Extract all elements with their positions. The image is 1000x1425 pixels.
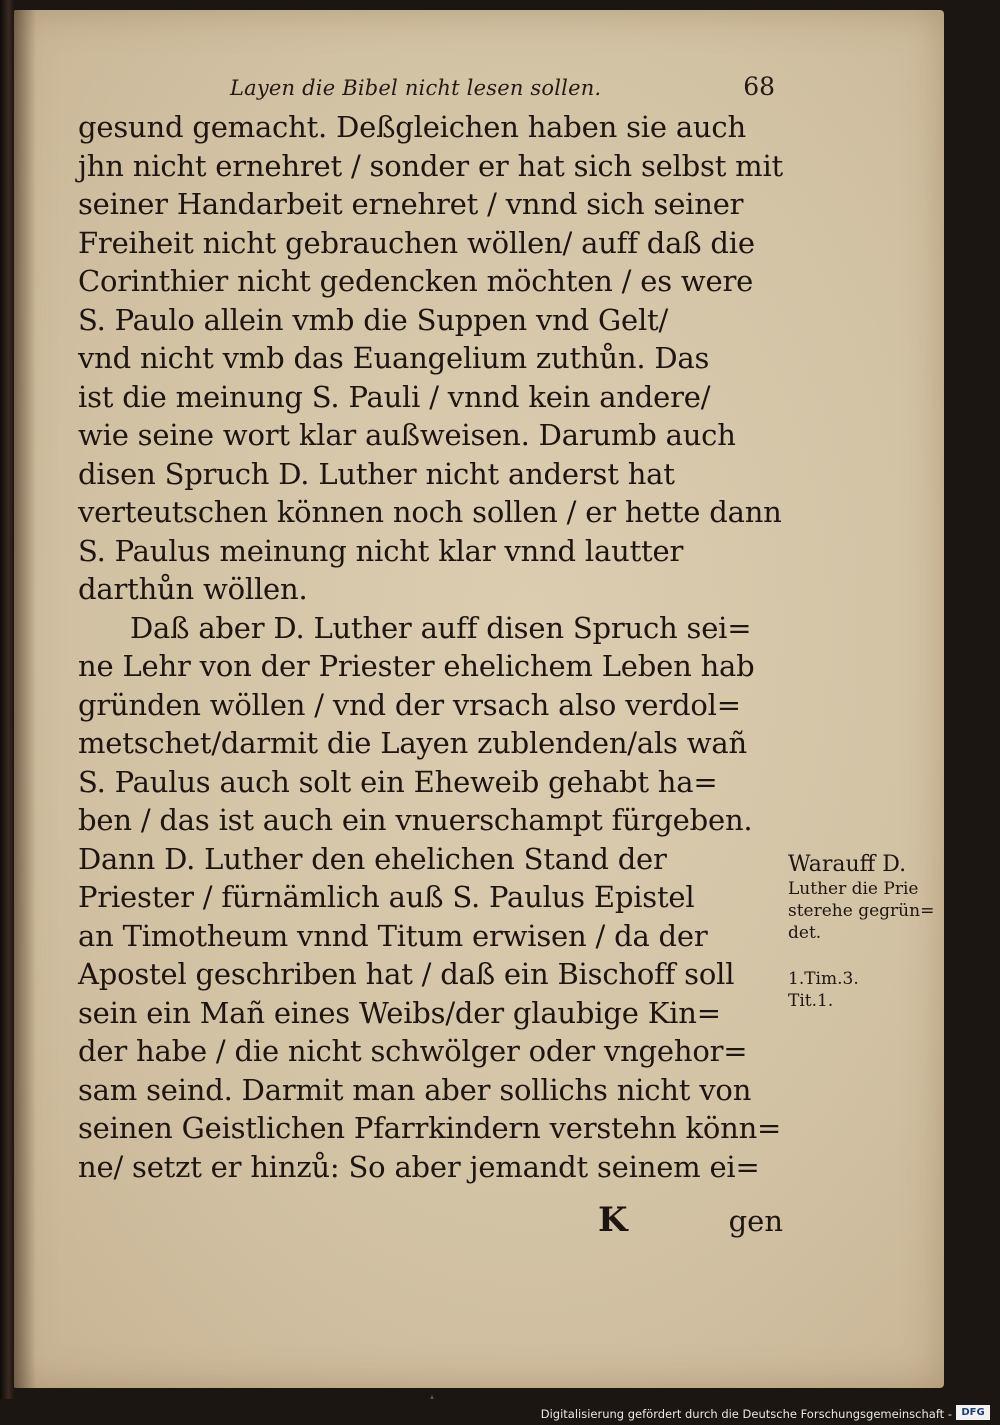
text-line: Dann D. Luther den ehelichen Stand der xyxy=(78,841,667,876)
marginal-note xyxy=(788,852,958,944)
text-line: Apostel geschriben hat / daß ein Bischoff soll xyxy=(78,957,735,991)
text-line: metschet/darmit die Layen zublenden/als wañ xyxy=(78,726,747,760)
paragraph-start-line: Daß aber D. Luther auff disen Spruch sei= xyxy=(130,610,752,645)
book-spine xyxy=(0,0,14,1425)
text-line: an Timotheum vnnd Titum erwisen / da der xyxy=(78,918,708,953)
text-line: ne Lehr von der Priester ehelichem Leben hab xyxy=(78,649,755,683)
signature-mark: K xyxy=(598,1200,628,1240)
marginal-reference xyxy=(788,968,958,1012)
text-line: gründen wöllen / vnd der vrsach also verdol= xyxy=(78,687,741,722)
page-number: 68 xyxy=(743,72,775,101)
marginal-note-line: Warauff D. xyxy=(788,852,907,877)
text-line: darthůn wöllen. xyxy=(78,572,308,606)
text-line: sam seind. Darmit man aber sollichs nicht von xyxy=(78,1072,752,1107)
text-line: disen Spruch D. Luther nicht anderst hat xyxy=(78,456,675,491)
text-line: verteutschen können noch sollen / er hette dann xyxy=(78,495,782,529)
text-line: sein ein Mañ eines Weibs/der glaubige Kin= xyxy=(78,995,721,1030)
text-line: der habe / die nicht schwölger oder vngehor= xyxy=(78,1034,748,1068)
text-line: S. Paulo allein vmb die Suppen vnd Gelt/ xyxy=(78,302,669,337)
text-line: gesund gemacht. Deßgleichen haben sie auch xyxy=(78,110,746,144)
page-footer xyxy=(78,1196,783,1246)
marginal-note-line: det. xyxy=(788,923,822,943)
page-header xyxy=(200,72,775,106)
text-line: S. Paulus auch solt ein Eheweib gehabt ha= xyxy=(78,764,718,799)
text-line: Priester / fürnämlich auß S. Paulus Epistel xyxy=(78,880,695,914)
text-line: ist die meinung S. Pauli / vnnd kein andere/ xyxy=(78,379,711,414)
main-text-block xyxy=(78,108,783,1186)
text-line: ben / das ist auch ein vnuerschampt fürgeben. xyxy=(78,803,753,837)
text-line: wie seine wort klar außweisen. Darumb auch xyxy=(78,418,736,452)
text-line: Freiheit nicht gebrauchen wöllen/ auff daß die xyxy=(78,225,755,260)
text-line: vnd nicht vmb das Euangelium zuthůn. Das xyxy=(78,341,710,375)
text-line: ne/ setzt er hinzů: So aber jemandt seinem ei= xyxy=(78,1149,760,1184)
catchword: gen xyxy=(728,1204,783,1238)
dfg-logo: DFG xyxy=(956,1405,990,1420)
marginal-reference-line: 1.Tim.3. xyxy=(788,969,859,989)
text-line: jhn nicht ernehret / sonder er hat sich selbst mit xyxy=(78,148,784,183)
text-line: seiner Handarbeit ernehret / vnnd sich seiner xyxy=(78,187,744,221)
marginal-reference-line: Tit.1. xyxy=(788,991,834,1011)
credit-text: Digitalisierung gefördert durch die Deutsche Forschungsgemeinschaft - xyxy=(540,1407,952,1421)
page-gutter-shadow xyxy=(14,10,36,1388)
running-head: Layen die Bibel nicht lesen sollen. xyxy=(230,76,602,100)
text-line: Corinthier nicht gedencken möchten / es were xyxy=(78,264,754,298)
marginal-note-line: sterehe gegrün= xyxy=(788,901,935,921)
text-line: S. Paulus meinung nicht klar vnnd lautter xyxy=(78,533,684,568)
marginal-note-line: Luther die Prie xyxy=(788,879,919,899)
credit-bar xyxy=(0,1399,1000,1425)
text-line: seinen Geistlichen Pfarrkindern verstehn könn= xyxy=(78,1111,782,1145)
